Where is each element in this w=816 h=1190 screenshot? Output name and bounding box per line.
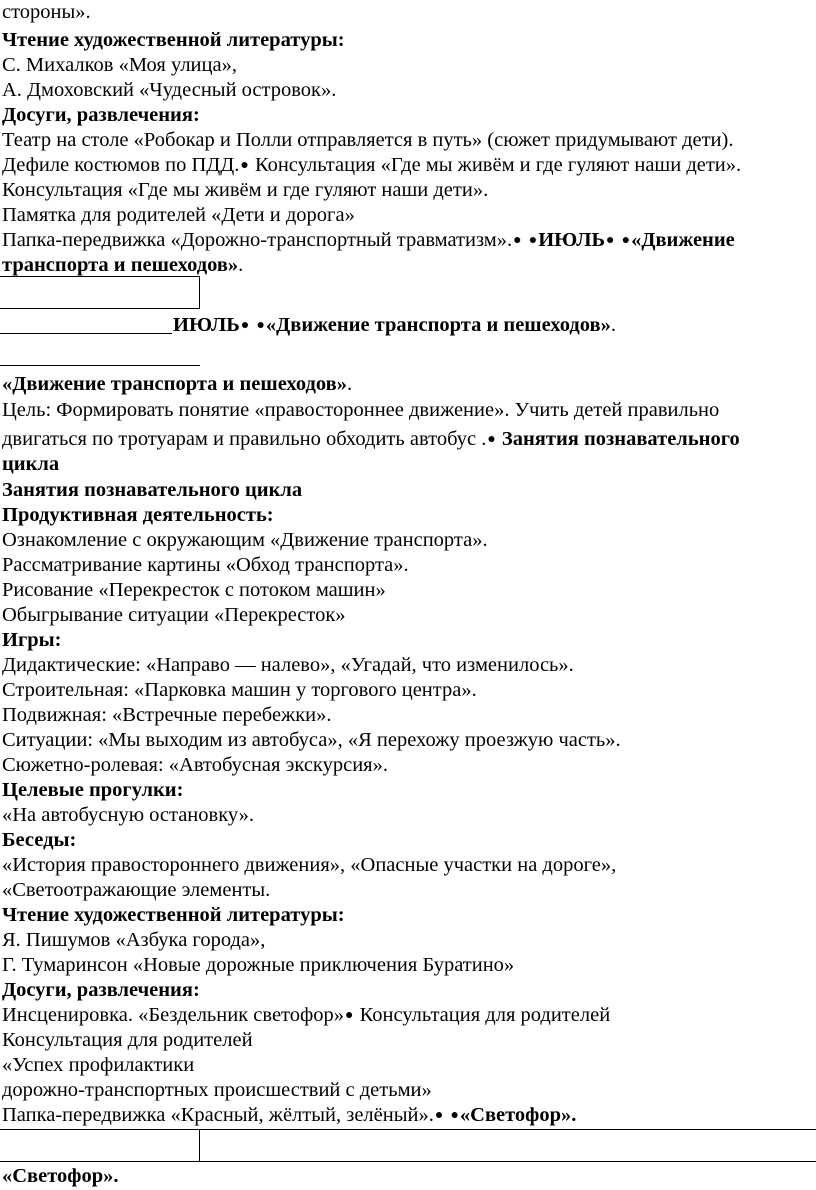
table-border	[199, 1129, 200, 1162]
bullet-icon: ●	[621, 233, 631, 248]
section-heading: Игры:	[2, 629, 62, 651]
text-line: Театр на столе «Робокар и Полли отправляется в путь» (сюжет придумывают дети).	[2, 129, 734, 151]
table-border	[0, 1161, 816, 1162]
text-line: Ознакомление с окружающим «Движение транспорта».	[2, 529, 488, 551]
text-line: «На автобусную остановку».	[2, 804, 255, 826]
text-line: Я. Пишумов «Азбука города»,	[2, 929, 266, 951]
text-line: Инсценировка. «Бездельник светофор»● Консультация для родителей	[2, 1004, 611, 1026]
section-heading: Досуги, развлечения:	[2, 979, 200, 1001]
text-line: А. Дмоховский «Чудесный островок».	[2, 79, 337, 101]
section-heading: Целевые прогулки:	[2, 779, 184, 801]
bullet-icon: ●	[434, 1108, 444, 1123]
text-line: двигаться по тротуарам и правильно обходить автобус .● Занятия познавательного	[2, 428, 740, 450]
bullet-icon: ●	[345, 1008, 354, 1023]
topic-title: «Движение транспорта и пешеходов».	[2, 373, 353, 395]
table-border	[199, 276, 200, 309]
bullet-icon: ●	[240, 318, 250, 333]
text-line: «История правостороннего движения», «Опасные участки на дороге»,	[2, 854, 617, 876]
bullet-icon: ●	[606, 233, 615, 248]
text-line: стороны».	[2, 1, 91, 23]
text-line: Г. Тумаринсон «Новые дорожные приключения Буратино»	[2, 954, 515, 976]
bullet-icon: ●	[450, 1108, 459, 1123]
text-line: Рассматривание картины «Обход транспорта».	[2, 554, 409, 576]
bullet-icon: ●	[528, 233, 538, 248]
bullet-icon: ●	[513, 233, 522, 248]
text-line: Подвижная: «Встречные перебежки».	[2, 704, 332, 726]
text-line: С. Михалков «Моя улица»,	[2, 54, 237, 76]
text-line: «Успех профилактики	[2, 1054, 195, 1076]
text-line: Консультация «Где мы живём и где гуляют наши дети».	[2, 179, 489, 201]
section-heading: Продуктивная деятельность:	[2, 504, 274, 526]
bullet-icon: ●	[487, 432, 496, 447]
text-line: Дефиле костюмов по ПДД.● Консультация «Где мы живём и где гуляют наши дети».	[2, 154, 742, 176]
text-line: цикла	[2, 453, 60, 475]
topic-title: «Светофор».	[2, 1165, 119, 1187]
section-heading: Чтение художественной литературы:	[2, 29, 345, 51]
text-line: Рисование «Перекресток с потоком машин»	[2, 579, 386, 601]
table-border	[0, 1129, 816, 1130]
text-line: Памятка для родителей «Дети и дорога»	[2, 204, 355, 226]
month-heading: ИЮЛЬ● ●«Движение транспорта и пешеходов».	[173, 314, 616, 336]
table-border	[0, 276, 200, 277]
text-line: Папка-передвижка «Дорожно-транспортный травматизм».● ●ИЮЛЬ● ●«Движение	[2, 229, 735, 251]
text-line: Строительная: «Парковка машин у торгового центра».	[2, 679, 477, 701]
text-line: дорожно-транспортных происшествий с детьми»	[2, 1079, 432, 1101]
table-border	[0, 333, 172, 334]
text-line: «Светоотражающие элементы.	[2, 879, 271, 901]
bullet-icon: ●	[256, 318, 265, 333]
bullet-icon: ●	[240, 158, 249, 173]
table-border	[0, 365, 200, 366]
section-heading: Чтение художественной литературы:	[2, 904, 345, 926]
section-heading: Занятия познавательного цикла	[2, 479, 303, 501]
text-line: Ситуации: «Мы выходим из автобуса», «Я перехожу проезжую часть».	[2, 729, 621, 751]
text-line: Папка-передвижка «Красный, жёлтый, зелёный».● ●«Светофор».	[2, 1104, 577, 1126]
section-heading: Беседы:	[2, 829, 77, 851]
text-line: транспорта и пешеходов».	[2, 254, 244, 276]
text-line: Сюжетно-ролевая: «Автобусная экскурсия».	[2, 754, 388, 776]
table-border	[0, 308, 200, 309]
text-line: Консультация для родителей	[2, 1029, 253, 1051]
text-line: Цель: Формировать понятие «правостороннее движение». Учить детей правильно	[2, 399, 720, 421]
text-line: Дидактические: «Направо — налево», «Угадай, что изменилось».	[2, 654, 574, 676]
section-heading: Досуги, развлечения:	[2, 104, 200, 126]
text-line: Обыгрывание ситуации «Перекресток»	[2, 604, 346, 626]
